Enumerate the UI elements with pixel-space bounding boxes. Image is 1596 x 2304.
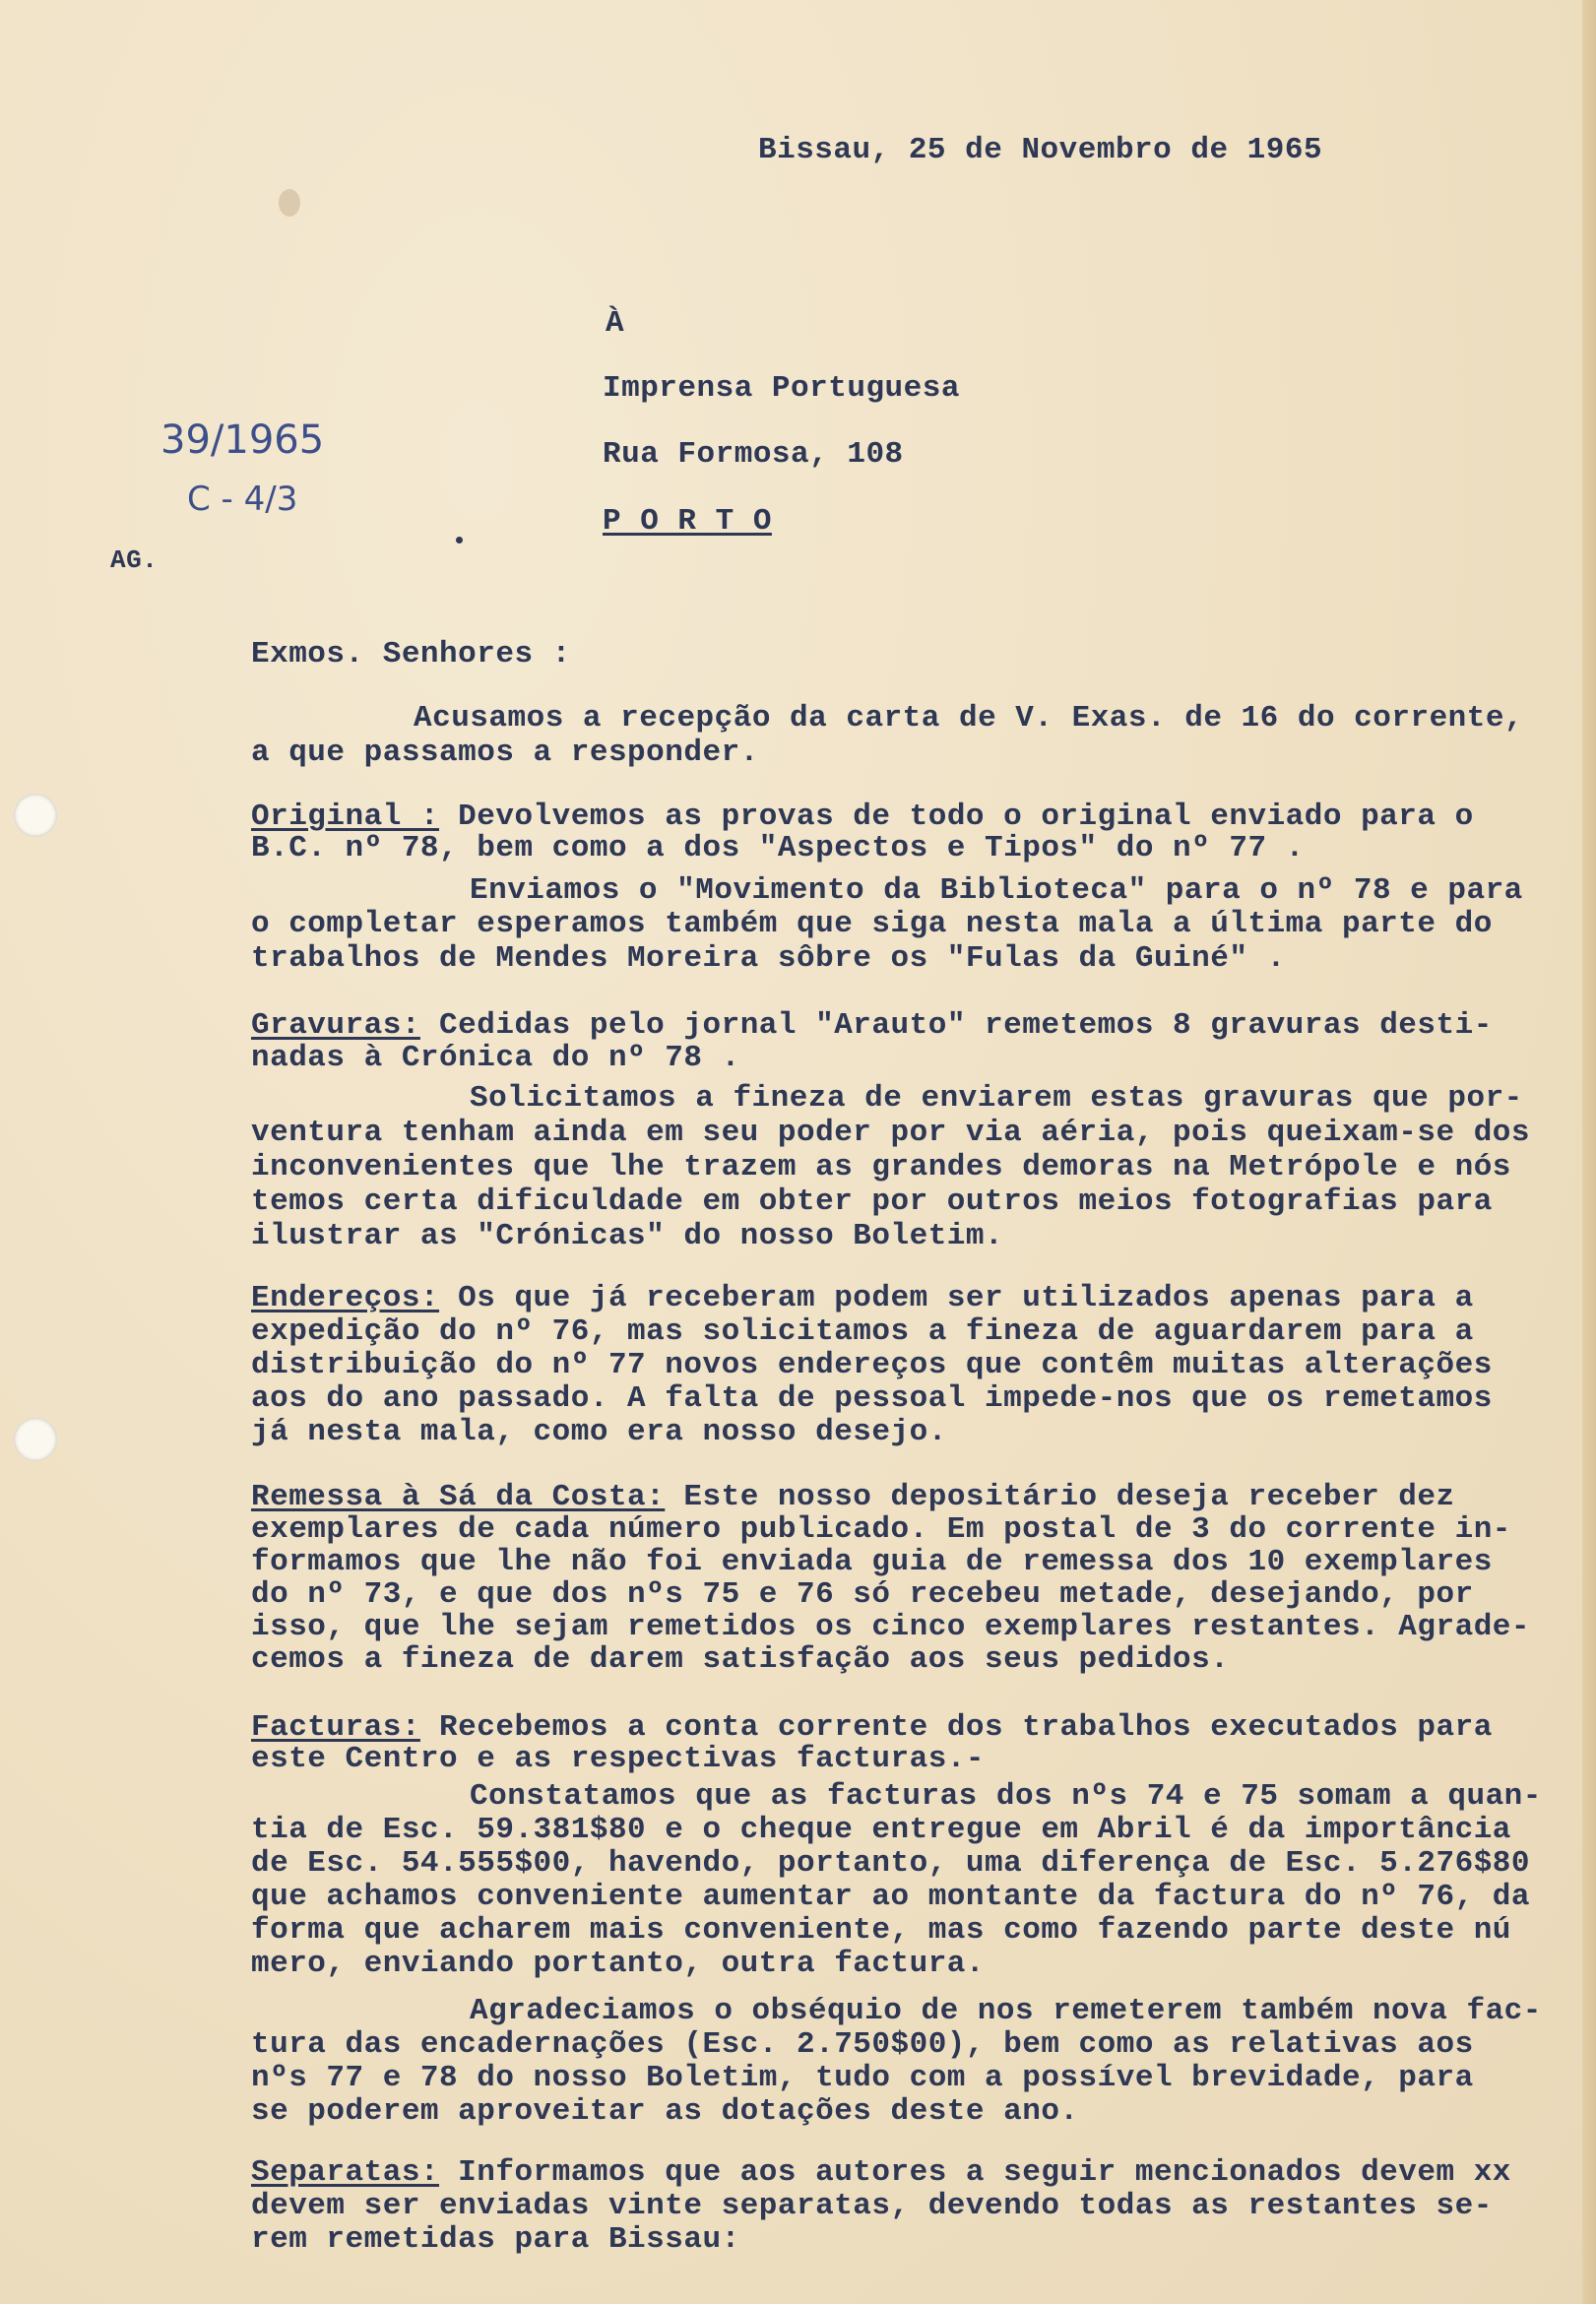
paper-edge [1582, 0, 1596, 2304]
section-line: distribuição do nº 77 novos endereços que contêm muitas alterações [251, 1348, 1493, 1382]
section-line: Os que já receberam podem ser utilizados apenas para a [439, 1281, 1474, 1315]
section-line: de Esc. 54.555$00, havendo, portanto, uma diferença de Esc. 5.276$80 [251, 1846, 1531, 1881]
section-line: exemplares de cada número publicado. Em postal de 3 do corrente in- [251, 1512, 1511, 1547]
section-separatas [251, 2156, 1511, 2190]
section-line: Solicitamos a fineza de enviarem estas gravuras que por- [470, 1081, 1523, 1116]
section-line: isso, que lhe sejam remetidos os cinco exemplares restantes. Agrade- [251, 1610, 1531, 1644]
section-heading: Separatas: [251, 2155, 440, 2190]
section-line: tura das encadernações (Esc. 2.750$00), bem como as relativas aos [251, 2027, 1474, 2062]
section-line: rem remetidas para Bissau: [251, 2222, 740, 2257]
section-line: trabalhos de Mendes Moreira sôbre os "Fulas da Guiné" . [251, 941, 1286, 976]
section-heading: Gravuras: [251, 1008, 420, 1043]
section-line: Devolvemos as provas de todo o original enviado para o [439, 800, 1474, 834]
section-gravuras [251, 1009, 1493, 1043]
section-line: nadas à Crónica do nº 78 . [251, 1041, 740, 1075]
section-heading: Facturas: [251, 1710, 420, 1745]
section-heading: Remessa à Sá da Costa: [251, 1480, 666, 1514]
section-line: aos do ano passado. A falta de pessoal impede-nos que os remetamos [251, 1381, 1493, 1416]
section-line: do nº 73, e que dos nºs 75 e 76 só recebeu metade, desejando, por [251, 1577, 1474, 1612]
section-enderecos [251, 1282, 1474, 1315]
section-line: temos certa dificuldade em obter por outros meios fotografias para [251, 1184, 1493, 1219]
intro-line: Acusamos a recepção da carta de V. Exas. de 16 do corrente, [414, 701, 1524, 736]
section-line: forma que acharem mais conveniente, mas como fazendo parte deste nú [251, 1913, 1511, 1948]
section-line: inconvenientes que lhe trazem as grandes demoras na Metrópole e nós [251, 1150, 1511, 1184]
section-line: este Centro e as respectivas facturas.- [251, 1742, 986, 1776]
section-remessa [251, 1481, 1455, 1514]
section-line: Constatamos que as facturas dos nºs 74 e 75 somam a quan- [470, 1779, 1542, 1814]
section-line: ilustrar as "Crónicas" do nosso Boletim. [251, 1219, 1004, 1253]
recipient-name: Imprensa Portuguesa [603, 371, 960, 406]
section-line: já nesta mala, como era nosso desejo. [251, 1415, 947, 1449]
section-line: expedição do nº 76, mas solicitamos a fineza de aguardarem para a [251, 1314, 1474, 1349]
section-heading: Original : [251, 800, 440, 834]
punch-hole-bottom [14, 1418, 57, 1461]
section-line: cemos a fineza de darem satisfação aos seus pedidos. [251, 1642, 1230, 1677]
ink-dot [456, 537, 463, 544]
salutation: Exmos. Senhores : [251, 637, 571, 672]
section-line: Cedidas pelo jornal "Arauto" remetemos 8 gravuras desti- [419, 1008, 1493, 1043]
section-heading: Endereços: [251, 1281, 440, 1315]
section-line: Este nosso depositário deseja receber dez [665, 1480, 1455, 1514]
reference-number: 39/1965 [160, 417, 325, 463]
section-original [251, 800, 1474, 834]
punch-hole-top [14, 794, 57, 837]
section-line: nºs 77 e 78 do nosso Boletim, tudo com a possível brevidade, para [251, 2061, 1474, 2095]
intro-line: a que passamos a responder. [251, 736, 759, 770]
section-line: tia de Esc. 59.381$80 e o cheque entregue em Abril é da importância [251, 1813, 1511, 1847]
section-line: Informamos que aos autores a seguir mencionados devem xx [439, 2155, 1511, 2190]
section-line: formamos que lhe não foi enviada guia de remessa dos 10 exemplares [251, 1545, 1493, 1579]
section-line: Agradeciamos o obséquio de nos remeterem também nova fac- [470, 1994, 1542, 2028]
section-line: ventura tenham ainda em seu poder por via aéria, pois queixam-se dos [251, 1116, 1531, 1150]
recipient-city: P O R T O [603, 504, 772, 539]
section-line: o completar esperamos também que siga nesta mala a última parte do [251, 907, 1493, 941]
section-line: B.C. nº 78, bem como a dos "Aspectos e Tipos" do nº 77 . [251, 831, 1305, 865]
recipient-prefix: À [606, 306, 625, 341]
initials: AG. [110, 545, 159, 575]
section-facturas [251, 1711, 1493, 1745]
ink-mark [279, 189, 300, 217]
recipient-street: Rua Formosa, 108 [603, 437, 904, 472]
section-line: Recebemos a conta corrente dos trabalhos executados para [419, 1710, 1493, 1745]
letter-date: Bissau, 25 de Novembro de 1965 [758, 133, 1323, 167]
section-line: se poderem aproveitar as dotações deste ano. [251, 2094, 1079, 2129]
section-line: Enviamos o "Movimento da Biblioteca" para o nº 78 e para [470, 873, 1523, 908]
section-line: que achamos conveniente aumentar ao montante da factura do nº 76, da [251, 1880, 1531, 1914]
section-line: mero, enviando portanto, outra factura. [251, 1947, 986, 1981]
section-line: devem ser enviadas vinte separatas, devendo todas as restantes se- [251, 2189, 1493, 2223]
reference-code: C - 4/3 [187, 480, 298, 519]
